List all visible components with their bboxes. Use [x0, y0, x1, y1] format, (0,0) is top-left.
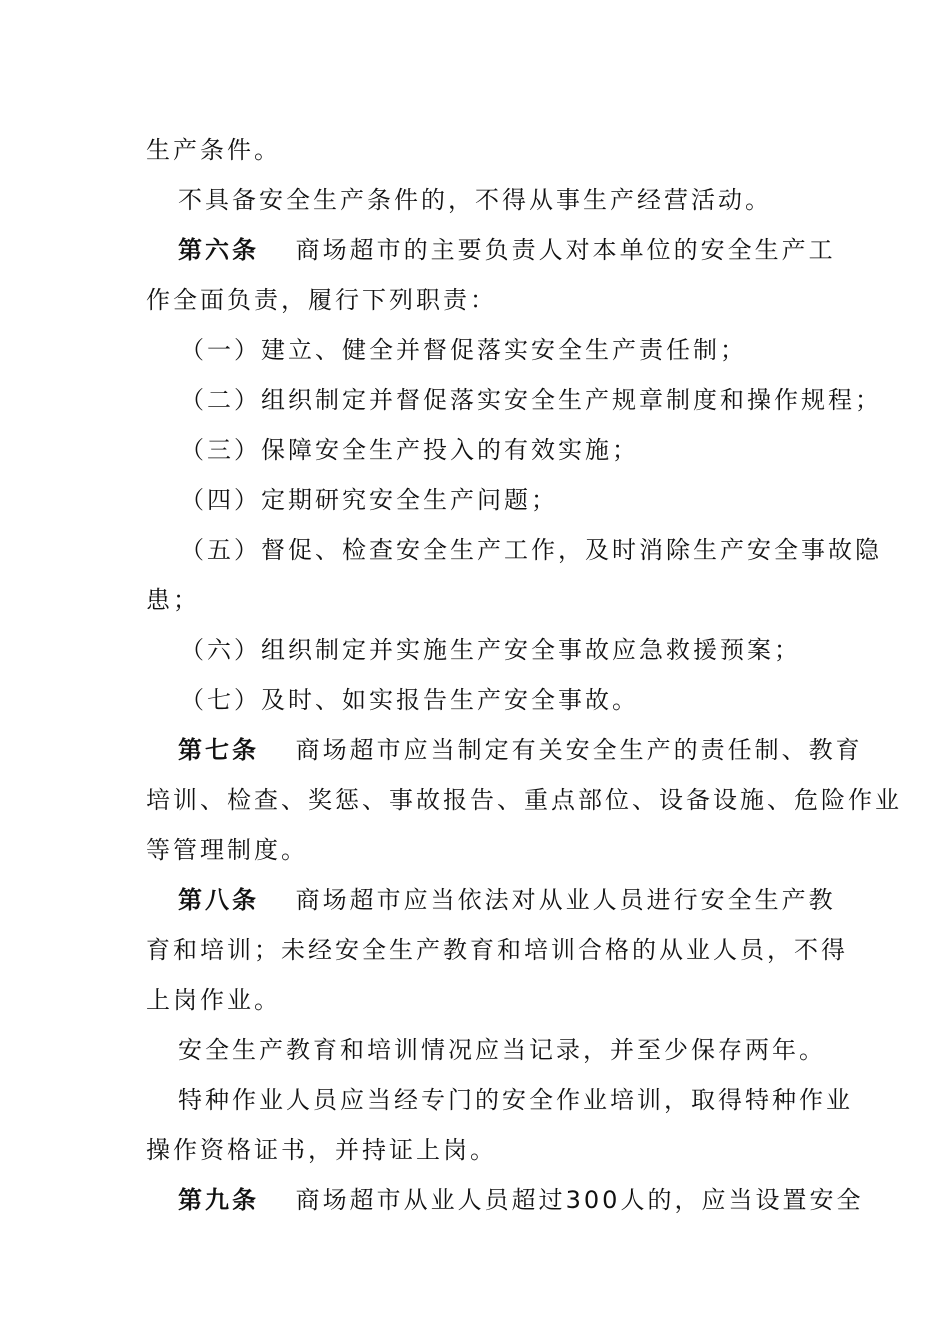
- article-seven: [178, 735, 863, 765]
- text-line: [146, 285, 811, 315]
- line-text: 生产条件。: [146, 136, 281, 164]
- line-text: 商场超市从业人员超过300人的，应当设置安全: [295, 1186, 864, 1214]
- line-text: 培训、检查、奖惩、事故报告、重点部位、设备设施、危险作业: [146, 786, 902, 814]
- line-text: 商场超市的主要负责人对本单位的安全生产工: [295, 236, 836, 264]
- line-text: 特种作业人员应当经专门的安全作业培训，取得特种作业: [178, 1086, 853, 1114]
- line-text: 安全生产教育和培训情况应当记录，并至少保存两年。: [178, 1036, 826, 1064]
- list-item: [180, 435, 811, 465]
- article-six: [178, 235, 836, 265]
- line-text: 商场超市应当制定有关安全生产的责任制、教育: [295, 736, 863, 764]
- article-label: 第七条: [178, 736, 259, 764]
- line-text: 育和培训；未经安全生产教育和培训合格的从业人员，不得: [146, 936, 848, 964]
- article-label: 第八条: [178, 886, 259, 914]
- list-item: [180, 535, 882, 565]
- line-text: 等管理制度。: [146, 836, 308, 864]
- line-text: 作全面负责，履行下列职责：: [146, 286, 497, 314]
- line-text: （一）建立、健全并督促落实安全生产责任制；: [180, 336, 747, 364]
- list-item: [180, 485, 811, 515]
- list-item: [180, 635, 811, 665]
- text-line: [178, 1035, 826, 1065]
- article-label: 第九条: [178, 1186, 259, 1214]
- line-text: 不具备安全生产条件的，不得从事生产经营活动。: [178, 186, 772, 214]
- line-text: 患；: [146, 586, 200, 614]
- list-item: [180, 385, 882, 415]
- list-item: [180, 335, 811, 365]
- line-text: （四）定期研究安全生产问题；: [180, 486, 558, 514]
- line-text: 上岗作业。: [146, 986, 281, 1014]
- line-text: （七）及时、如实报告生产安全事故。: [180, 686, 639, 714]
- text-line: [178, 1085, 853, 1115]
- line-text: （三）保障安全生产投入的有效实施；: [180, 436, 639, 464]
- text-line: [146, 135, 811, 165]
- article-label: 第六条: [178, 236, 259, 264]
- line-text: （二）组织制定并督促落实安全生产规章制度和操作规程；: [180, 386, 882, 414]
- text-line: [146, 985, 811, 1015]
- article-nine: [178, 1185, 864, 1215]
- line-text: 商场超市应当依法对从业人员进行安全生产教: [295, 886, 836, 914]
- text-line: [146, 935, 848, 965]
- text-line: [146, 585, 811, 615]
- text-line: [146, 1135, 811, 1165]
- article-eight: [178, 885, 836, 915]
- line-text: （六）组织制定并实施生产安全事故应急救援预案；: [180, 636, 801, 664]
- list-item: [180, 685, 811, 715]
- text-line: [146, 835, 811, 865]
- text-line: [146, 785, 902, 815]
- line-text: （五）督促、检查安全生产工作，及时消除生产安全事故隐: [180, 536, 882, 564]
- line-text: 操作资格证书，并持证上岗。: [146, 1136, 497, 1164]
- text-line: [178, 185, 811, 215]
